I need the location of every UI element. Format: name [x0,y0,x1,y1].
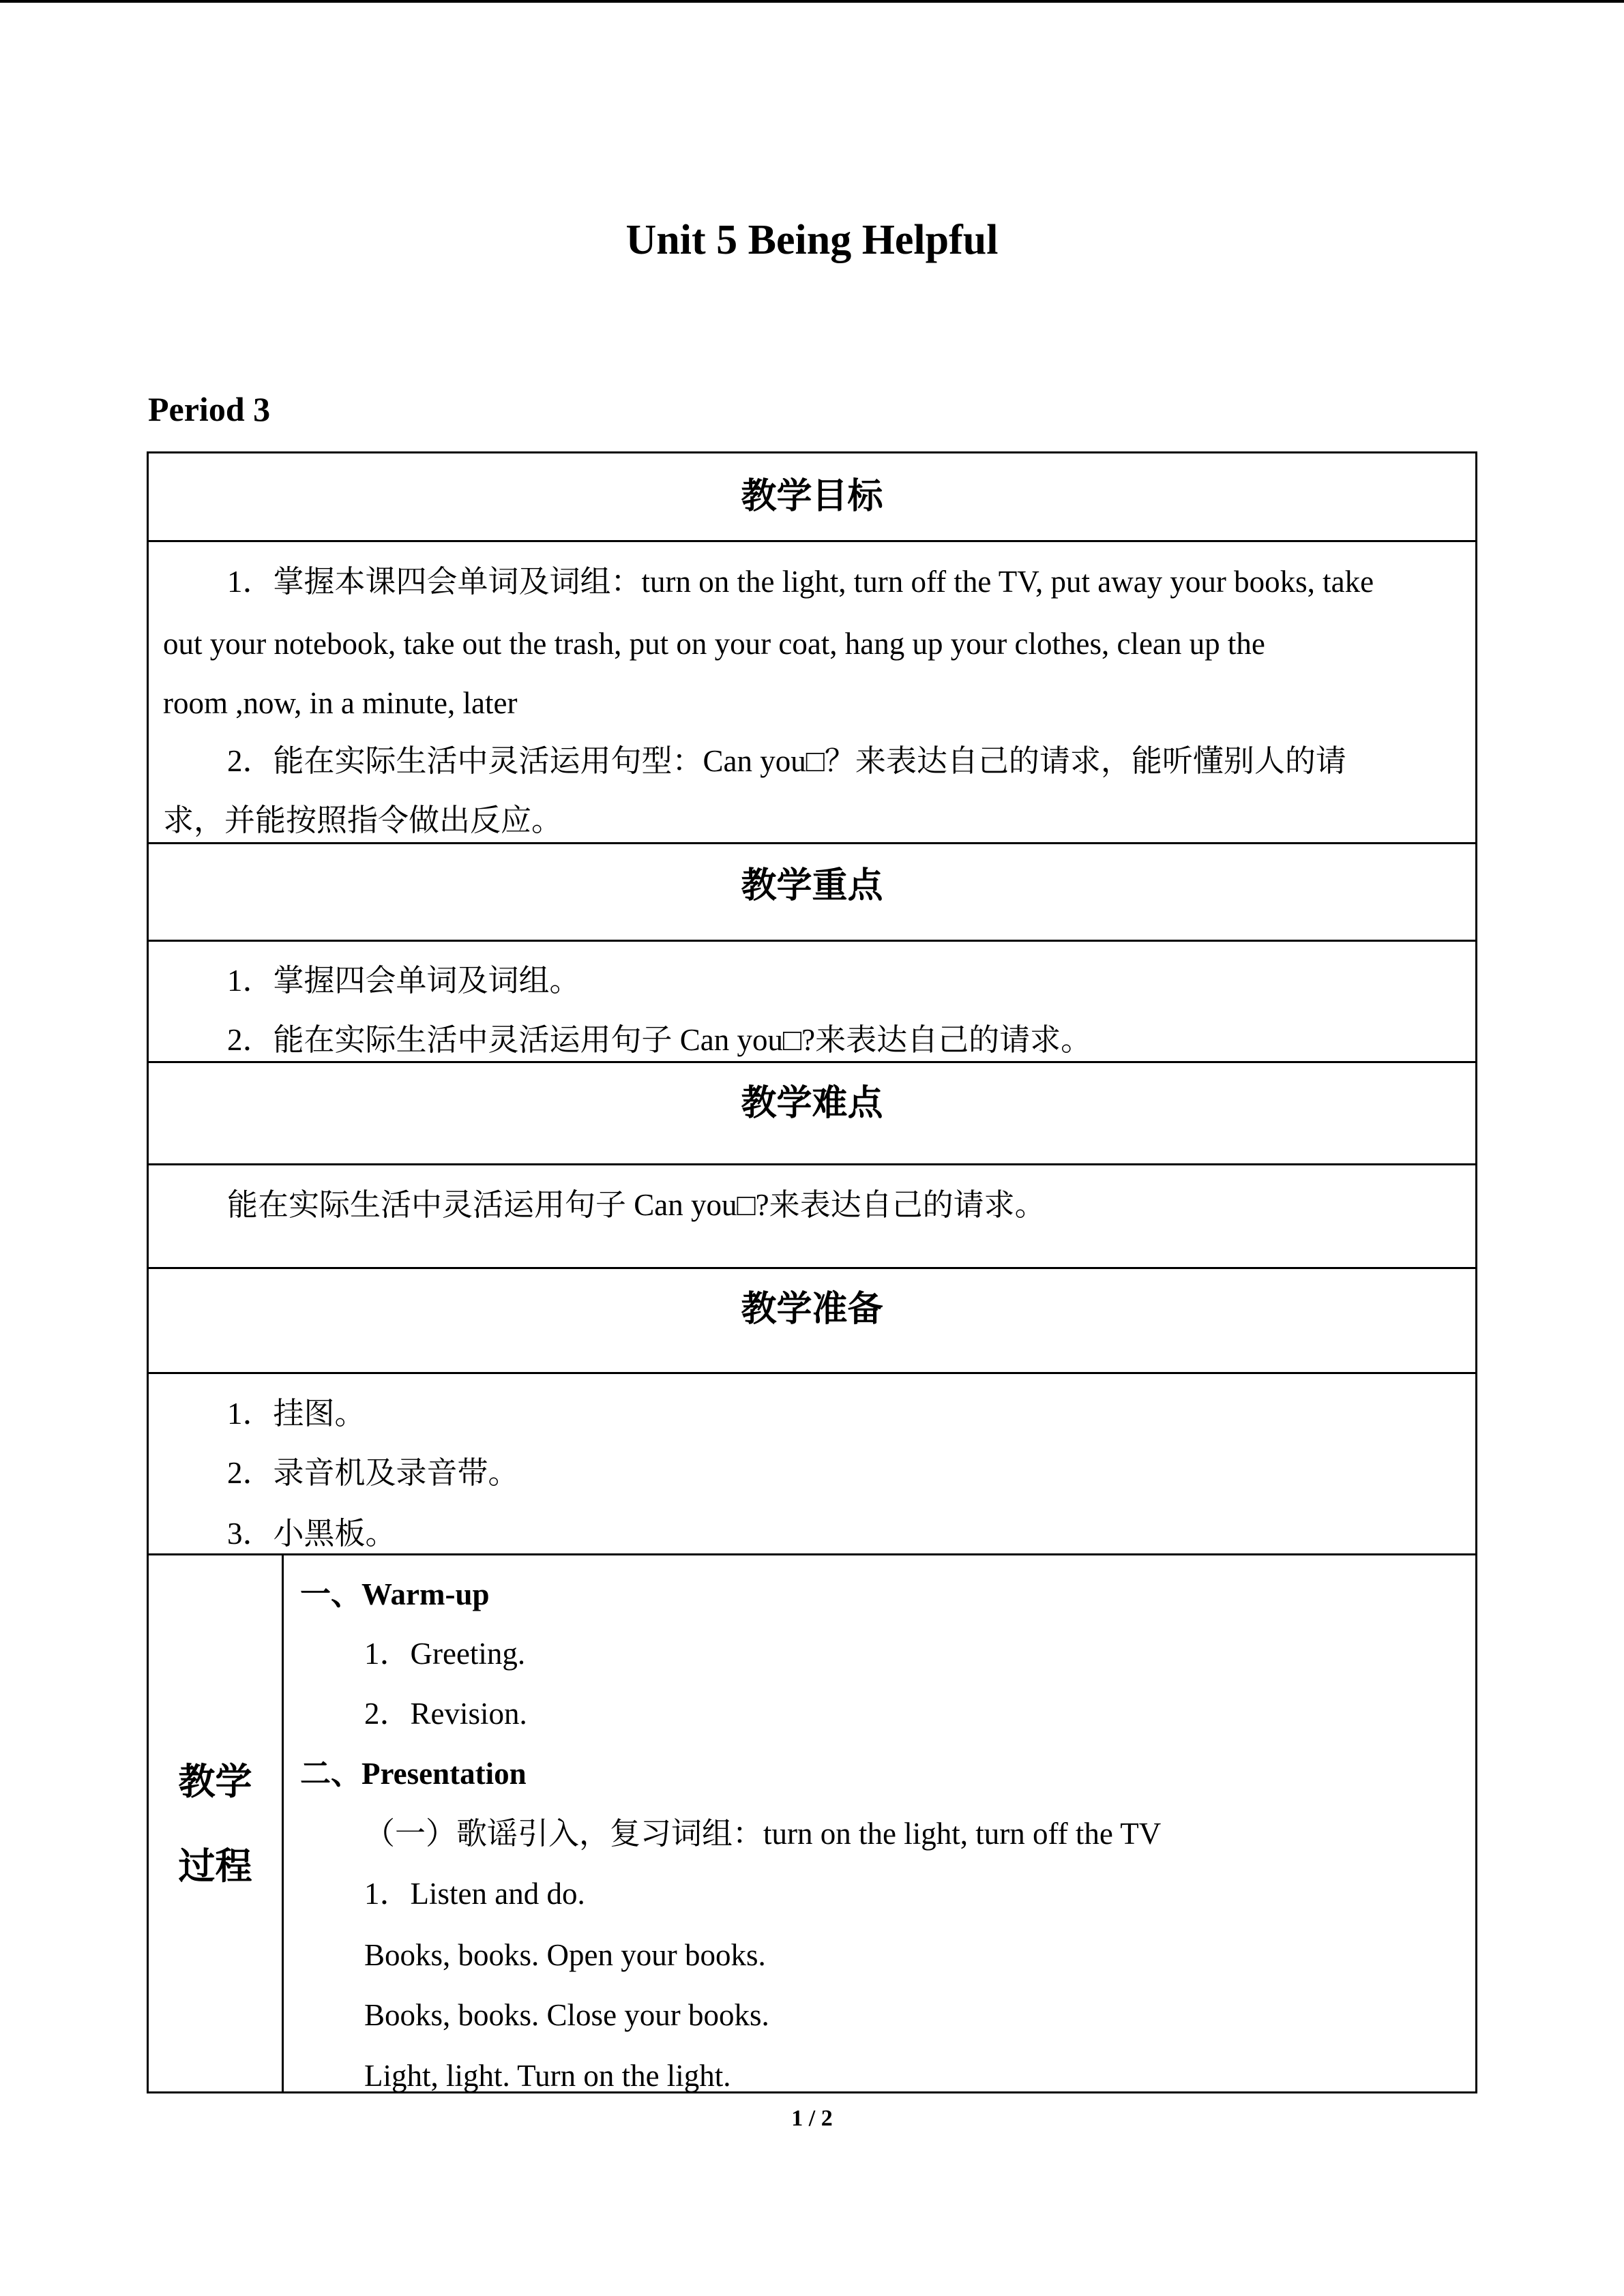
row-divider [149,1163,1475,1165]
key-points-line: 1．掌握四会单词及词组。 [227,964,580,998]
period-label: Period 3 [148,390,271,428]
difficulties-heading: 教学难点 [741,1084,883,1123]
warmup-item: 2．Revision. [364,1697,527,1731]
objectives-line: 1．掌握本课四会单词及词组：turn on the light, turn off the TV, put away your books, take [227,565,1374,599]
listen-and-do: 1．Listen and do. [364,1877,585,1911]
process-label-line1: 教学 [178,1761,252,1802]
key-points-line: 2．能在实际生活中灵活运用句子 Can you□?来表达自己的请求。 [227,1023,1092,1057]
objectives-line: 求，并能按照指令做出反应。 [163,803,563,837]
process-label-line2: 过程 [178,1846,252,1887]
difficulties-line: 能在实际生活中灵活运用句子 Can you□?来表达自己的请求。 [227,1188,1046,1222]
chant-line: Books, books. Open your books. [364,1938,766,1972]
preparation-line: 2．录音机及录音带。 [227,1456,519,1490]
column-divider [282,1553,284,2093]
key-points-heading: 教学重点 [741,867,883,906]
chant-line: Books, books. Close your books. [364,1998,769,2032]
row-divider [149,1372,1475,1374]
row-divider [149,1553,1475,1555]
row-divider [149,1061,1475,1063]
row-divider [149,842,1475,844]
preparation-heading: 教学准备 [741,1290,883,1329]
preparation-line: 3．小黑板。 [227,1517,396,1551]
warmup-heading: 一、Warm-up [300,1577,490,1611]
objectives-line: out your notebook, take out the trash, put on your coat, hang up your clothes, clean up the [163,627,1265,661]
objectives-line: room ,now, in a minute, later [163,686,518,720]
row-divider [149,540,1475,542]
preparation-line: 1．挂图。 [227,1397,366,1431]
objectives-heading: 教学目标 [741,477,883,516]
document-title: Unit 5 Being Helpful [625,217,999,263]
presentation-heading: 二、Presentation [300,1757,527,1791]
presentation-subheading: （一）歌谣引入，复习词组：turn on the light, turn off the TV [364,1817,1162,1851]
lesson-plan-table [147,451,1477,2093]
row-divider [149,1267,1475,1269]
page-top-border [0,0,1624,3]
warmup-item: 1．Greeting. [364,1637,526,1671]
objectives-line: 2．能在实际生活中灵活运用句型：Can you□？来表达自己的请求，能听懂别人的请 [227,744,1346,778]
chant-line: Light, light. Turn on the light. [364,2059,731,2093]
row-divider [149,940,1475,942]
page-number: 1 / 2 [791,2106,833,2131]
